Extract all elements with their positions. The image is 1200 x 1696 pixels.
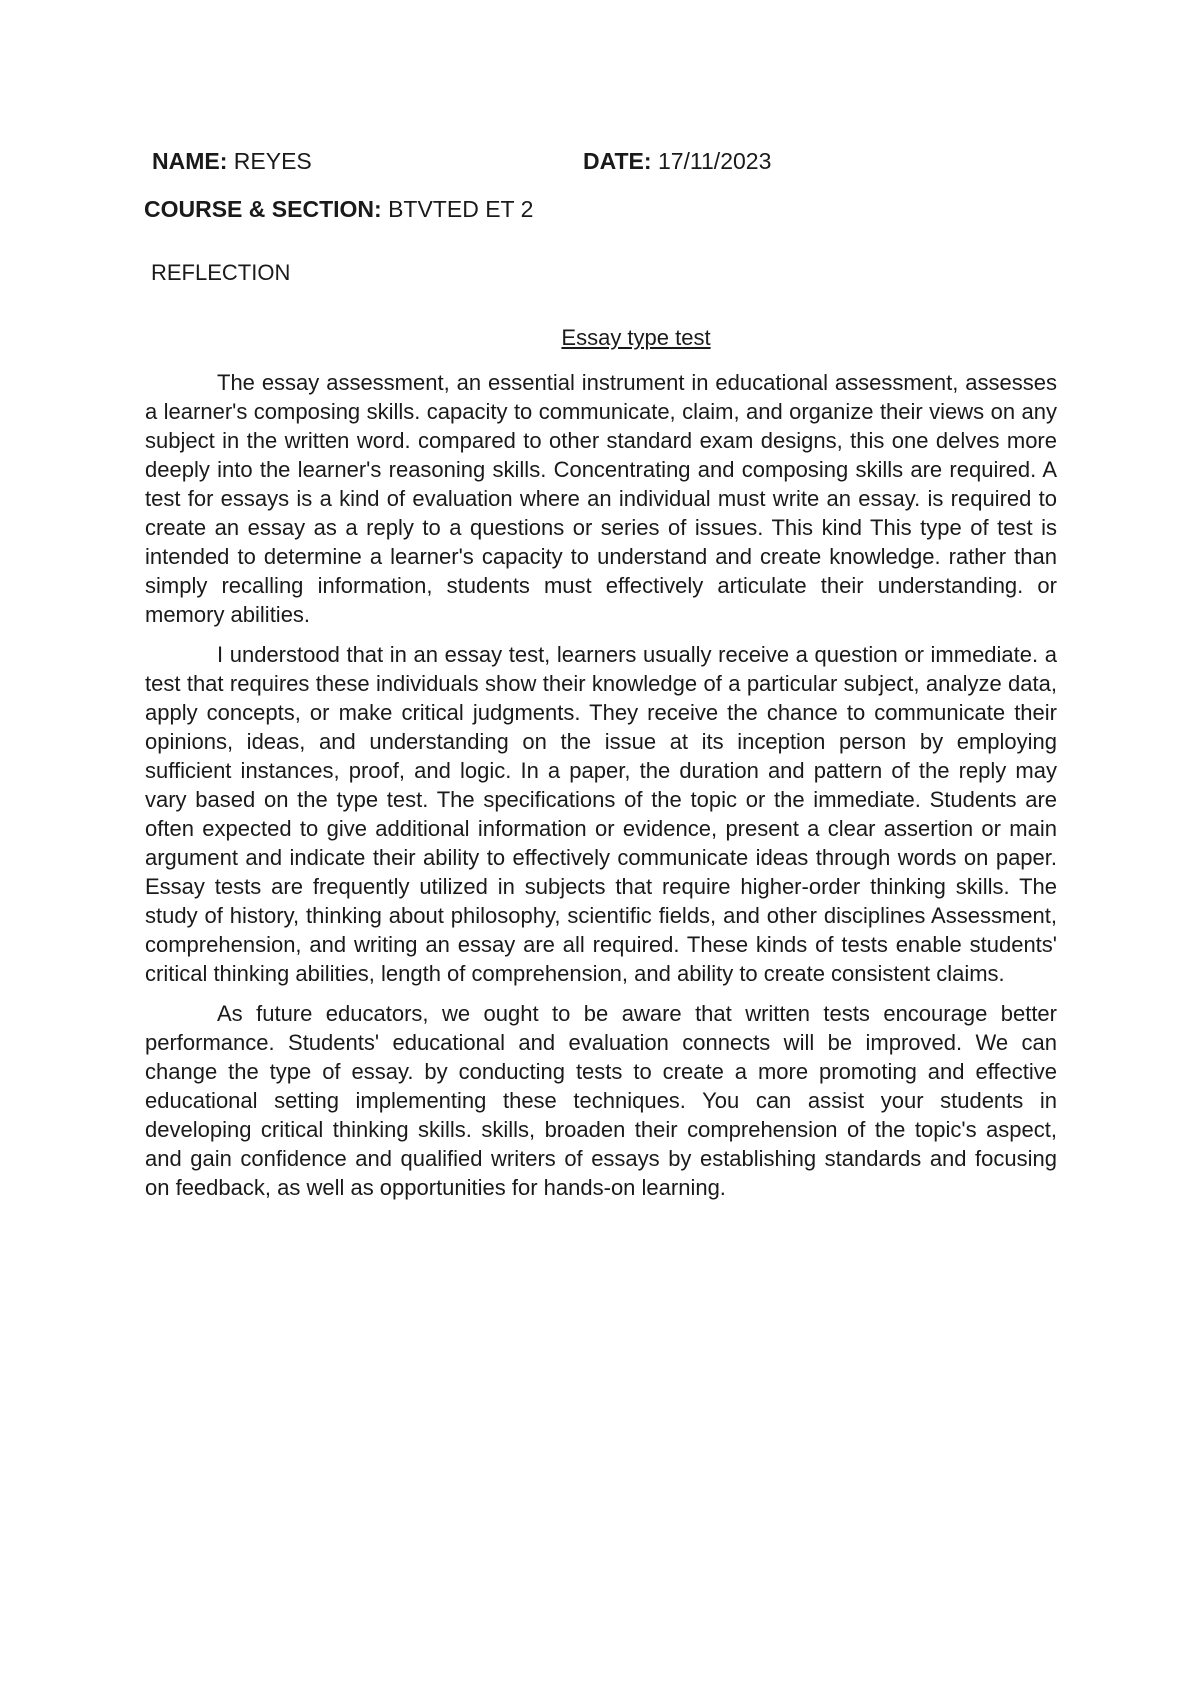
- name-field: [152, 148, 312, 174]
- course-label: COURSE & SECTION:: [144, 196, 382, 222]
- paragraph: The essay assessment, an essential instrument in educational assessment, assesses a learner's composing skills. capacity to communicate, claim, and organize their views on any subject in the written word. compared to other standard exam designs, this one delves more deeply into the learner's reasoning skills. Concentrating and composing skills are required. A test for essays is a kind of evaluation where an individual must write an essay. is required to create an essay as a reply to a questions or series of issues. This kind This type of test is intended to determine a learner's capacity to understand and create knowledge. rather than simply recalling information, students must effectively articulate their understanding. or memory abilities.: [145, 370, 1057, 627]
- course-value: BTVTED ET 2: [388, 196, 534, 222]
- date-field: [583, 148, 771, 174]
- course-section-field: [144, 196, 533, 222]
- section-label: REFLECTION: [151, 260, 291, 285]
- paragraph: I understood that in an essay test, learners usually receive a question or immediate. a test that requires these individuals show their knowledge of a particular subject, analyze data, apply concepts, or make critical judgments. They receive the chance to communicate their opinions, ideas, and understanding on the issue at its inception person by employing sufficient instances, proof, and logic. In a paper, the duration and pattern of the reply may vary based on the type test. The specifications of the topic or the immediate. Students are often expected to give additional information or evidence, present a clear assertion or main argument and indicate their ability to effectively communicate ideas through words on paper. Essay tests are frequently utilized in subjects that require higher-order thinking skills. The study of history, thinking about philosophy, scientific fields, and other disciplines Assessment, comprehension, and writing an essay are all required. These kinds of tests enable students' critical thinking abilities, length of comprehension, and ability to create consistent claims.: [145, 642, 1057, 986]
- date-value: 17/11/2023: [657, 148, 772, 174]
- date-label: DATE:: [583, 148, 652, 174]
- paragraph: As future educators, we ought to be aware that written tests encourage better performance. Students' educational and evaluation connects will be improved. We can change the type of essay. by conducting tests to create a more promoting and effective educational setting implementing these techniques. You can assist your students in developing critical thinking skills. skills, broaden their comprehension of the topic's aspect, and gain confidence and qualified writers of essays by establishing standards and focusing on feedback, as well as opportunities for hands-on learning.: [145, 1001, 1057, 1200]
- name-value: REYES: [233, 148, 312, 174]
- essay-body: [145, 368, 1057, 1213]
- essay-title: Essay type test: [561, 325, 711, 350]
- name-label: NAME:: [152, 148, 228, 174]
